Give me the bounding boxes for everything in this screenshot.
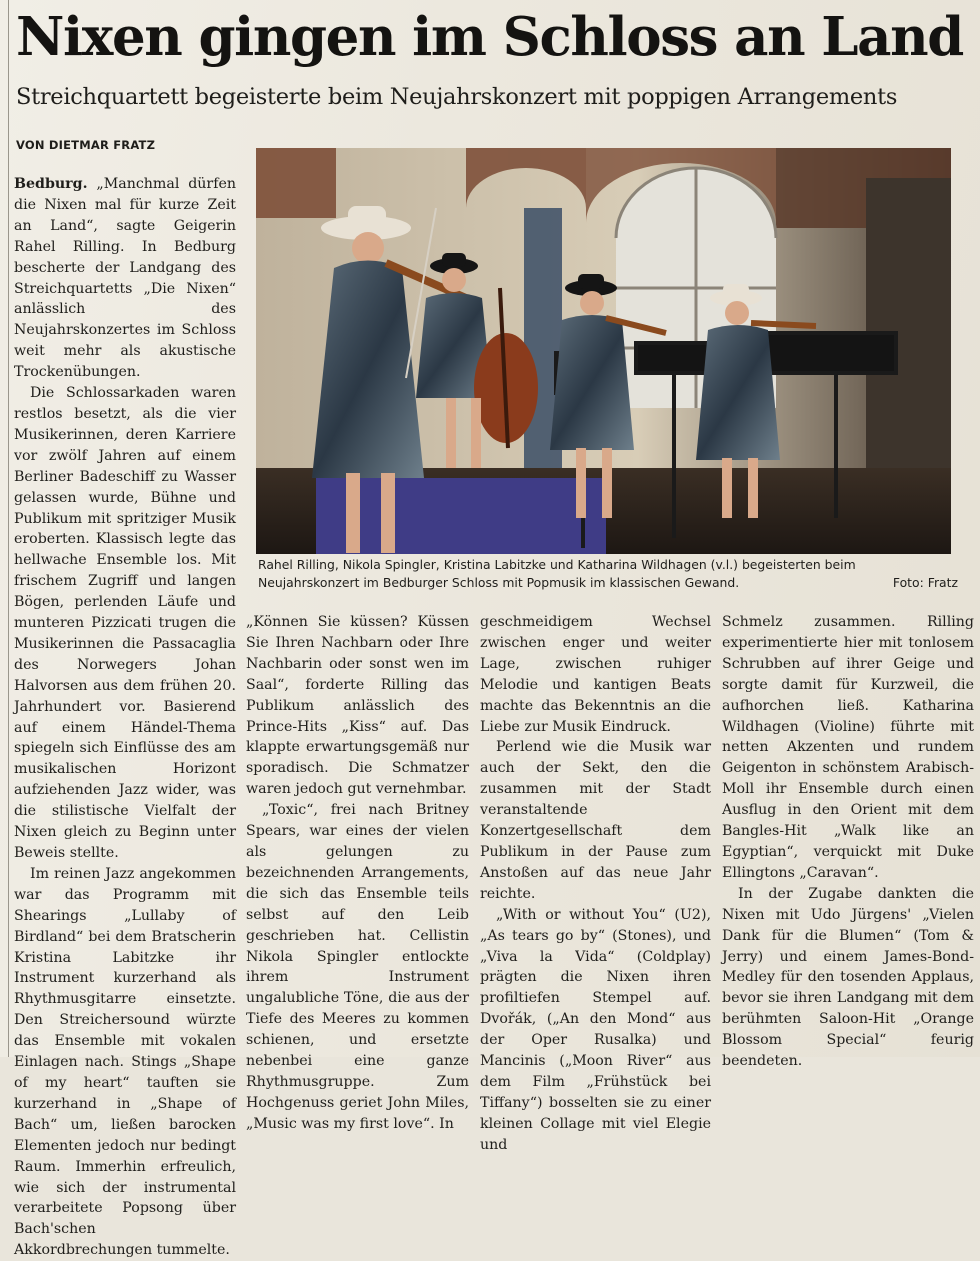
article-column-2 [246,612,469,1132]
headline: Nixen gingen im Schloss an Land [16,6,963,68]
dateline: Bedburg. [14,176,88,192]
concert-photo [256,148,951,554]
photo-credit: Foto: Fratz [892,575,958,590]
paragraph-5: „Toxic“, frei nach Britney Spears, war eines der vielen als gelungen zu bezeichnenden Arrangements, die sich das Ensemble teils selbst auf den Leib geschrieben hat. Cellistin Nikola Spingler entlockte ihrem Instrument ungalubliche Töne, die aus der Tiefe des Meeres zu kommen schienen, und ersetzte nebenbei eine ganze Rhythmusgruppe. Zum Hochgenuss geriet John Miles, „Music was my first love“. In [246,802,469,1132]
article-column-1 [14,174,236,1259]
paragraph-6: geschmeidigem Wechsel zwischen enger und weiter Lage, zwischen ruhiger Melodie und kantigen Beats machte das Bekenntnis an die Liebe zur Musik Eindruck. [480,614,711,735]
column-rule [8,0,9,1057]
paragraph-8: „With or without You“ (U2), „As tears go by“ (Stones), und „Viva la Vida“ (Coldplay) prägten die Nixen ihren profiltiefen Stempel auf. Dvořák, („An den Mond“ aus der Oper Rusalka) und Mancinis („Moon River“ aus dem Film „Frühstück bei Tiffany“) bosselten sie zu einer kleinen Collage mit viel Elegie und [480,906,711,1153]
paragraph-7: Perlend wie die Musik war auch der Sekt, den die zusammen mit der Stadt veranstaltende Konzertgesellschaft dem Publikum in der Pause zum Anstoßen auf das neue Jahr reichte. [480,739,711,902]
paragraph-1-text: „Manchmal dürfen die Nixen mal für kurze Zeit an Land“, sagte Geigerin Rahel Rilling. In Bedburg bescherte der Landgang des Streichquartetts „Die Nixen“ anlässlich des Neujahrskonzertes im Schloss weit mehr als akustische Trockenübungen. [14,176,236,381]
paragraph-2: Die Schlossarkaden waren restlos besetzt, als die vier Musikerinnen, deren Karriere vor zwölf Jahren auf einem Berliner Badeschiff zu Wasser gelassen wurde, Bühne und Publikum mit spritziger Musik eroberten. Klassisch legte das hellwache Ensemble los. Mit frischem Zugriff und langen Bögen, perlenden Läufe und munteren Pizzicati trugen die Musikerinnen die Passacaglia des Norwegers Johan Halvorsen aus dem frühen 20. Jahrhundert vor. Basierend auf einem Händel-Thema spiegeln sich Einflüsse des am musikalischen Horizont aufziehenden Jazz wider, was die stilistische Vielfalt der Nixen gleich zu Beginn unter Beweis stellte. [14,385,236,861]
paragraph-3: Im reinen Jazz angekommen war das Programm mit Shearings „Lullaby of Birdland“ bei dem Bratscherin Kristina Labitzke ihr Instrument kurzerhand als Rhythmusgitarre einsetzte. Den Streichersound würzte das Ensemble mit vokalen Einlagen nach. Stings „Shape of my heart“ tauften sie kurzerhand in „Shape of Bach“ um, ließen barocken Elementen jedoch nur bedingt Raum. Immerhin erfreulich, wie sich der instrumental verarbeitete Popsong über Bach'schen Akkordbrechungen tummelte. [14,865,236,1259]
paragraph-1 [14,174,236,383]
paragraph-4: „Können Sie küssen? Küssen Sie Ihren Nachbarn oder Ihre Nachbarin oder sonst wen im Saal“, forderte Rilling das Publikum anlässlich des Prince-Hits „Kiss“ auf. Das klappte erwartungsgemäß nur sporadisch. Die Schmatzer waren jedoch gut vernehmbar. [246,614,469,798]
article-column-4 [722,612,974,1070]
paragraph-9: Schmelz zusammen. Rilling experimentierte hier mit tonlosem Schrubben auf ihrer Geige und sorgte damit für Kurzweil, die aufhorchen ließ. Katharina Wildhagen (Violine) führte mit netten Akzenten und rundem Geigenton in schönstem Arabisch-Moll ihr Ensemble durch einen Ausflug in den Orient mit dem Bangles-Hit „Walk like an Egyptian“, verquickt mit Duke Ellingtons „Caravan“. [722,614,974,881]
photo-caption [258,556,958,592]
paragraph-10: In der Zugabe dankten die Nixen mit Udo Jürgens' „Vielen Dank für die Blumen“ (Tom & Jerry) und einem James-Bond-Medley für den tosenden Applaus, bevor sie ihren Landgang mit dem berühmten Saloon-Hit „Orange Blossom Special“ feurig beendeten. [722,885,974,1070]
subheadline: Streichquartett begeisterte beim Neujahrskonzert mit poppigen Arrangements [16,84,898,110]
byline: VON DIETMAR FRATZ [16,138,156,152]
caption-text: Rahel Rilling, Nikola Spingler, Kristina Labitzke und Katharina Wildhagen (v.l.) begeisterten beim Neujahrskonzert im Bedburger Schloss mit Popmusik im klassischen Gewand. [258,557,856,590]
article-column-3 [480,612,711,1153]
